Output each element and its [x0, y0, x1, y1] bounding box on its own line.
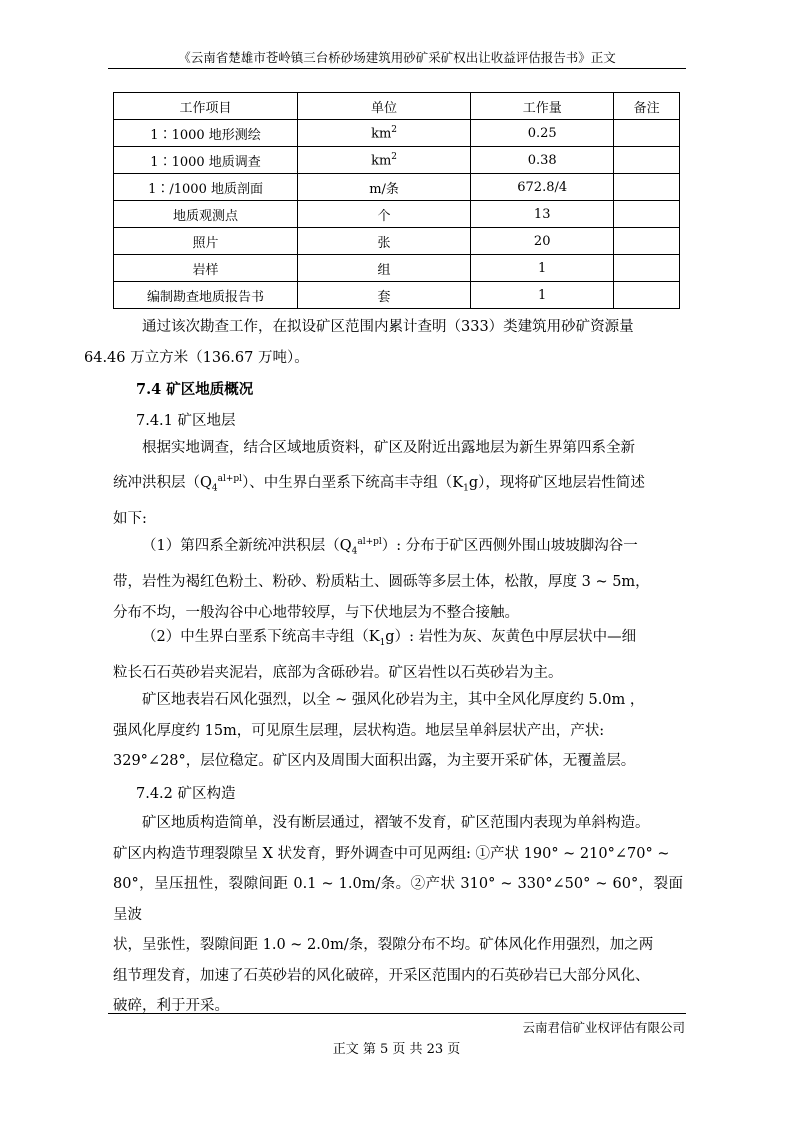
work-volume-table	[113, 92, 680, 309]
summary-paragraph	[84, 312, 683, 373]
table-cell: 13	[471, 201, 614, 228]
text-line: 强风化厚度约 15m，可见原生层理，层状构造。地层呈单斜层状产出，产状:	[113, 722, 605, 739]
text-span: ）: 分布于矿区西侧外围山坡坡脚沟谷一	[381, 537, 638, 554]
table-cell: 个	[298, 201, 471, 228]
table-cell: 地质观测点	[114, 201, 298, 228]
page-number: 正文 第 5 页 共 23 页	[332, 1042, 461, 1057]
subscript: 4	[211, 483, 218, 494]
table-cell: 编制勘查地质报告书	[114, 282, 298, 309]
table-cell: 岩样	[114, 255, 298, 282]
table-cell: 0.25	[471, 120, 614, 147]
table-cell	[298, 120, 471, 147]
section-heading-7-4: 7.4 矿区地质概况	[136, 381, 254, 398]
table-cell: 1	[471, 282, 614, 309]
text-line: 矿区内构造节理裂隙呈 X 状发育，野外调查中可见两组: ①产状 190° ~ 210°∠70° ~	[113, 845, 670, 862]
footer-rule	[108, 1013, 686, 1014]
text-line: 分布不均，一般沟谷中心地带较厚，与下伏地层为不整合接触。	[113, 604, 519, 621]
table-cell	[614, 201, 680, 228]
unit-superscript: 2	[391, 124, 398, 135]
table-cell	[614, 147, 680, 174]
text-span: 统冲洪积层（Q	[113, 474, 212, 491]
subscript: 1	[379, 637, 386, 648]
text-span: ）、中生界白垩系下统高丰寺组（K	[242, 474, 464, 491]
table-header-row	[114, 93, 680, 120]
text-line	[113, 464, 683, 504]
table-cell: m/条	[298, 174, 471, 201]
strata-paragraph	[113, 433, 683, 534]
section-heading-7-4-1: 7.4.1 矿区地层	[136, 413, 236, 429]
table-cell	[614, 282, 680, 309]
weathering-paragraph	[113, 685, 683, 777]
quaternary-paragraph	[113, 527, 683, 628]
superscript: al+pl	[217, 473, 243, 484]
subscript: 4	[351, 546, 358, 557]
text-line: 矿区地表岩石风化强烈，以全 ~ 强风化砂岩为主，其中全风化厚度约 5.0m ，	[142, 692, 645, 708]
col-header: 工作项目	[114, 93, 298, 120]
text-line: 组节理发育，加速了石英砂岩的风化破碎，开采区范围内的石英砂岩已大部分风化、	[113, 967, 650, 984]
table-cell	[614, 228, 680, 255]
text-line: 通过该次勘查工作，在拟设矿区范围内累计查明（333）类建筑用砂矿资源量	[142, 319, 634, 335]
table-row	[114, 120, 680, 147]
table-cell	[614, 174, 680, 201]
text-span: （1）第四系全新统冲洪积层（Q	[142, 537, 352, 554]
col-header: 单位	[298, 93, 471, 120]
table-cell	[298, 147, 471, 174]
text-line	[113, 622, 683, 658]
page-header: 《云南省楚雄市苍岭镇三台桥砂场建筑用砂矿采矿权出让收益评估报告书》正文	[178, 50, 616, 65]
text-line: 带，岩性为褐红色粉土、粉砂、粉质粘土、圆砾等多层土体，松散，厚度 3 ~ 5m，	[113, 574, 650, 591]
unit-superscript: 2	[391, 151, 398, 162]
table-cell: 672.8/4	[471, 174, 614, 201]
text-line: 根据实地调查，结合区域地质资料，矿区及附近出露地层为新生界第四系全新	[142, 440, 635, 456]
text-line: 状，呈张性，裂隙间距 1.0 ~ 2.0m/条，裂隙分布不均。矿体风化作用强烈，加之两	[113, 937, 654, 953]
subscript: 1	[463, 483, 469, 494]
col-header: 备注	[614, 93, 680, 120]
unit-text: km	[371, 126, 392, 142]
table-row	[114, 147, 680, 174]
table-row	[114, 201, 680, 228]
table-row	[114, 174, 680, 201]
structure-paragraph	[113, 808, 683, 1022]
unit-text: km	[371, 153, 392, 169]
text-line	[113, 527, 683, 567]
table-cell: 0.38	[471, 147, 614, 174]
text-line: 破碎，利于开采。	[113, 998, 229, 1014]
table-cell: 1	[471, 255, 614, 282]
table-row	[114, 282, 680, 309]
table-cell: 照片	[114, 228, 298, 255]
table-row	[114, 228, 680, 255]
table-cell: 1∶/1000 地质剖面	[114, 174, 298, 201]
table-cell: 套	[298, 282, 471, 309]
table-cell	[614, 120, 680, 147]
table-cell: 1∶1000 地形测绘	[114, 120, 298, 147]
table-row	[114, 255, 680, 282]
table-cell: 组	[298, 255, 471, 282]
table-cell	[614, 255, 680, 282]
table-cell: 张	[298, 228, 471, 255]
text-line: 329°∠28°，层位稳定。矿区内及周围大面积出露，为主要开采矿体，无覆盖层。	[113, 753, 636, 769]
text-line: 粒长石石英砂岩夹泥岩，底部为含砾砂岩。矿区岩性以石英砂岩为主。	[113, 665, 563, 682]
text-line: 64.46 万立方米（136.67 万吨）。	[84, 349, 309, 366]
cretaceous-paragraph	[113, 622, 683, 689]
table-cell: 20	[471, 228, 614, 255]
text-span: （2）中生界白垩系下统高丰寺组（K	[142, 629, 380, 645]
text-line: 如下:	[113, 510, 147, 527]
table-cell: 1∶1000 地质调查	[114, 147, 298, 174]
text-line: 矿区地质构造简单，没有断层通过，褶皱不发育，矿区范围内表现为单斜构造。	[142, 815, 650, 831]
footer-company: 云南君信矿业权评估有限公司	[522, 1020, 685, 1035]
superscript: al+pl	[357, 537, 382, 547]
text-line: 80°，呈压扭性，裂隙间距 0.1 ~ 1.0m/条。②产状 310° ~ 330°∠50° ~ 60°，裂面呈波	[113, 876, 683, 923]
text-span: g），现将矿区地层岩性简述	[468, 474, 645, 491]
section-heading-7-4-2: 7.4.2 矿区构造	[136, 786, 236, 802]
col-header: 工作量	[471, 93, 614, 120]
header-rule	[108, 68, 686, 69]
text-span: g）: 岩性为灰、灰黄色中厚层状中—细	[385, 629, 637, 645]
